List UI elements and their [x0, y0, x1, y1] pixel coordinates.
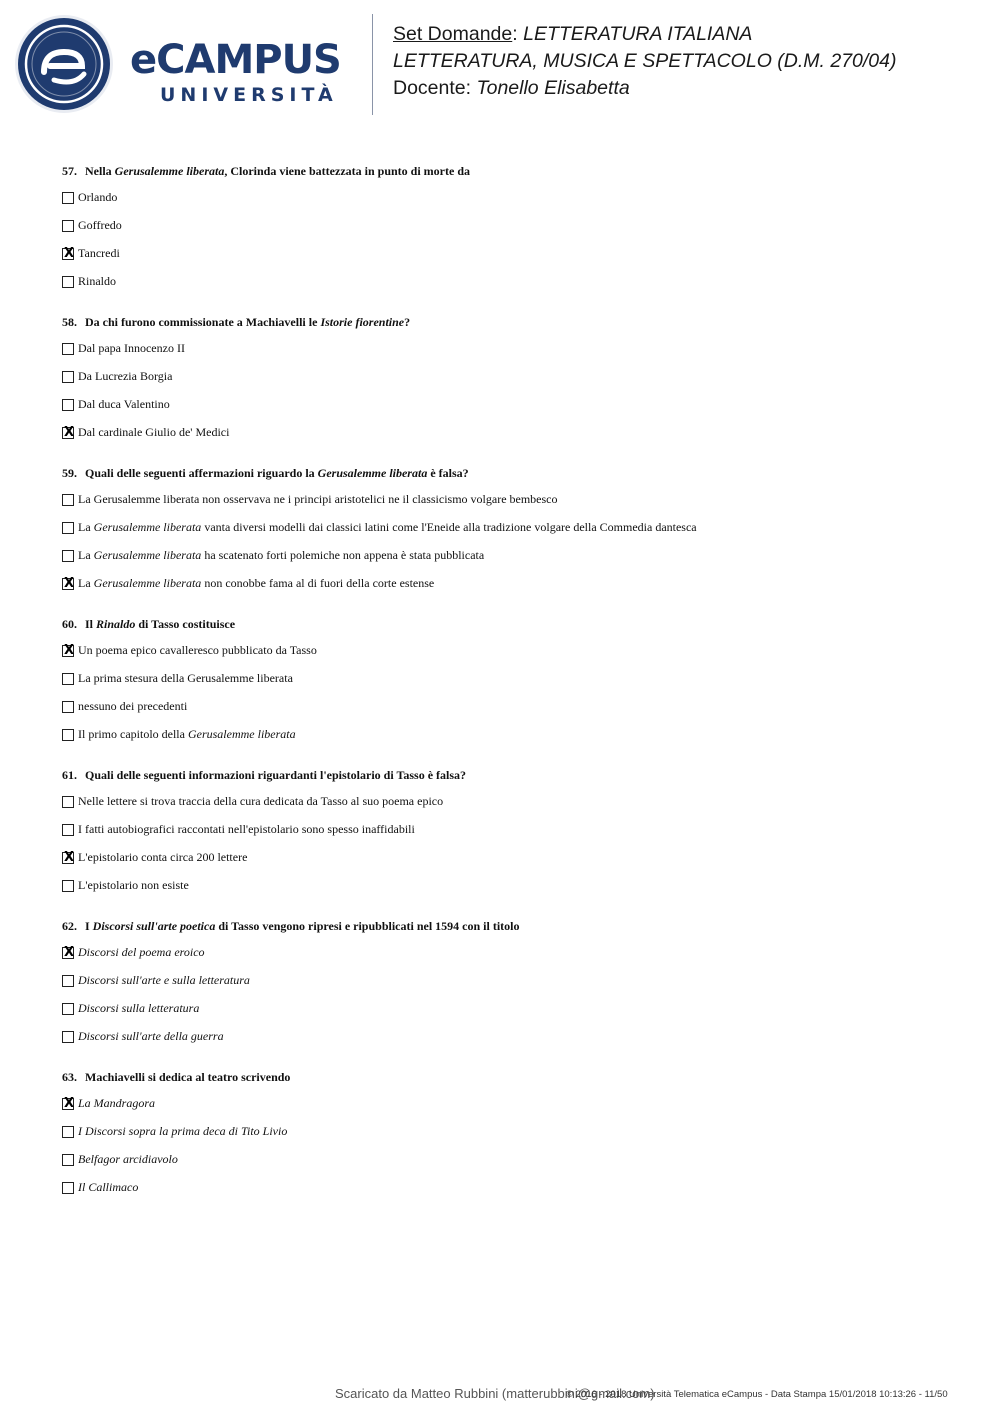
answer-option[interactable] — [62, 246, 120, 261]
answer-label: Nelle lettere si trova traccia della cura dedicata da Tasso al suo poema epico — [78, 794, 444, 808]
question-title — [62, 919, 520, 934]
answer-option[interactable] — [62, 699, 187, 714]
logo-subtitle: UNIVERSITÀ — [160, 84, 338, 106]
checkbox-icon[interactable] — [62, 371, 74, 383]
answer-label: L'epistolario conta circa 200 lettere — [78, 850, 248, 864]
checkbox-icon[interactable] — [62, 729, 74, 741]
checkbox-icon[interactable] — [62, 796, 74, 808]
checkbox-icon[interactable] — [62, 494, 74, 506]
checked-checkbox-icon[interactable] — [62, 427, 74, 439]
answer-label: Discorsi del poema eroico — [78, 945, 205, 959]
answer-label: La prima stesura della Gerusalemme liberata — [78, 671, 293, 685]
answer-label: L'epistolario non esiste — [78, 878, 189, 892]
checkbox-icon[interactable] — [62, 343, 74, 355]
answer-option[interactable] — [62, 1029, 224, 1044]
question-text: Quali delle seguenti informazioni riguardanti l'epistolario di Tasso è falsa? — [85, 768, 467, 782]
answer-label: Dal cardinale Giulio de' Medici — [78, 425, 230, 439]
answer-option[interactable] — [62, 190, 117, 205]
checkbox-icon[interactable] — [62, 975, 74, 987]
answer-label: Il primo capitolo della Gerusalemme liberata — [78, 727, 296, 741]
question-title — [62, 164, 470, 179]
checkbox-icon[interactable] — [62, 880, 74, 892]
answer-option[interactable] — [62, 369, 172, 384]
answer-option[interactable] — [62, 727, 296, 742]
answer-option[interactable] — [62, 671, 293, 686]
answer-option[interactable] — [62, 1096, 155, 1111]
answer-label: Discorsi sull'arte e sulla letteratura — [78, 973, 250, 987]
answer-option[interactable] — [62, 341, 185, 356]
answer-label: Da Lucrezia Borgia — [78, 369, 173, 383]
answer-label: La Gerusalemme liberata non osservava ne i principi aristotelici ne il classicismo volgare bembesco — [78, 492, 558, 506]
answer-option[interactable] — [62, 576, 434, 591]
answer-option[interactable] — [62, 492, 558, 507]
teacher-line: Docente: Tonello Elisabetta — [393, 77, 630, 99]
answer-option[interactable] — [62, 878, 189, 893]
answer-option[interactable] — [62, 1001, 199, 1016]
download-note: Scaricato da Matteo Rubbini (matterubbini@gmail.com) — [335, 1386, 655, 1401]
answer-option[interactable] — [62, 850, 247, 865]
answer-label: Goffredo — [78, 218, 122, 232]
answer-label: nessuno dei precedenti — [78, 699, 188, 713]
checked-checkbox-icon[interactable] — [62, 947, 74, 959]
answer-label: Orlando — [78, 190, 118, 204]
answer-option[interactable] — [62, 643, 317, 658]
answer-label: Rinaldo — [78, 274, 116, 288]
header-divider — [372, 14, 373, 115]
question-title — [62, 1070, 290, 1085]
question-title — [62, 617, 235, 632]
answer-label: Un poema epico cavalleresco pubblicato da Tasso — [78, 643, 317, 657]
checkbox-icon[interactable] — [62, 1126, 74, 1138]
teacher-label: Docente — [393, 77, 466, 99]
answer-label: Dal duca Valentino — [78, 397, 170, 411]
page-header — [0, 0, 1000, 130]
checked-checkbox-icon[interactable] — [62, 645, 74, 657]
answer-option[interactable] — [62, 548, 484, 563]
checkbox-icon[interactable] — [62, 824, 74, 836]
answer-option[interactable] — [62, 520, 697, 535]
checkbox-icon[interactable] — [62, 220, 74, 232]
question-number: 63. — [62, 1070, 77, 1084]
answer-label: Belfagor arcidiavolo — [78, 1152, 178, 1166]
checkbox-icon[interactable] — [62, 522, 74, 534]
checkbox-icon[interactable] — [62, 1182, 74, 1194]
answer-option[interactable] — [62, 822, 415, 837]
question-number: 61. — [62, 768, 77, 782]
answer-option[interactable] — [62, 1152, 178, 1167]
question-number: 59. — [62, 466, 77, 480]
answer-label: I fatti autobiografici raccontati nell'epistolario sono spesso inaffidabili — [78, 822, 415, 836]
set-line: Set Domande: LETTERATURA ITALIANA — [393, 23, 753, 45]
checked-checkbox-icon[interactable] — [62, 852, 74, 864]
answer-option[interactable] — [62, 1180, 138, 1195]
answer-label: La Mandragora — [78, 1096, 156, 1110]
answer-label: Tancredi — [78, 246, 120, 260]
answer-option[interactable] — [62, 794, 443, 809]
answer-label: Discorsi sulla letteratura — [78, 1001, 200, 1015]
question-text: Da chi furono commissionate a Machiavelli le Istorie fiorentine? — [85, 315, 411, 329]
logo-wordmark: eCAMPUS — [130, 37, 341, 83]
answer-label: La Gerusalemme liberata non conobbe fama al di fuori della corte estense — [78, 576, 435, 590]
checkbox-icon[interactable] — [62, 192, 74, 204]
answer-option[interactable] — [62, 218, 122, 233]
set-value: LETTERATURA ITALIANA — [523, 23, 753, 45]
checkbox-icon[interactable] — [62, 399, 74, 411]
checkbox-icon[interactable] — [62, 1031, 74, 1043]
set-label: Set Domande — [393, 23, 513, 45]
question-number: 57. — [62, 164, 77, 178]
checkbox-icon[interactable] — [62, 1154, 74, 1166]
course-line — [393, 50, 897, 73]
question-number: 62. — [62, 919, 77, 933]
question-number: 58. — [62, 315, 77, 329]
checked-checkbox-icon[interactable] — [62, 1098, 74, 1110]
course-name: LETTERATURA, MUSICA E SPETTACOLO (D.M. 270/04) — [393, 50, 897, 72]
answer-option[interactable] — [62, 1124, 287, 1139]
question-text: Il Rinaldo di Tasso costituisce — [85, 617, 236, 631]
answer-option[interactable] — [62, 274, 116, 289]
answer-label: I Discorsi sopra la prima deca di Tito Livio — [78, 1124, 288, 1138]
teacher-name: Tonello Elisabetta — [476, 77, 630, 99]
question-title — [62, 466, 469, 481]
checked-checkbox-icon[interactable] — [62, 578, 74, 590]
question-title — [62, 768, 466, 783]
answer-option[interactable] — [62, 397, 170, 412]
answer-option[interactable] — [62, 425, 229, 440]
answer-label: Il Callimaco — [78, 1180, 139, 1194]
answer-label: Dal papa Innocenzo II — [78, 341, 185, 355]
question-title — [62, 315, 410, 330]
question-text: Quali delle seguenti affermazioni riguardo la Gerusalemme liberata è falsa? — [85, 466, 469, 480]
question-text: Machiavelli si dedica al teatro scrivendo — [85, 1070, 291, 1084]
checkbox-icon[interactable] — [62, 1003, 74, 1015]
answer-label: La Gerusalemme liberata vanta diversi modelli dai classici latini come l'Eneide alla tradizione volgare della Commedia dantesca — [78, 520, 697, 534]
checkbox-icon[interactable] — [62, 550, 74, 562]
checkbox-icon[interactable] — [62, 701, 74, 713]
answer-option[interactable] — [62, 945, 205, 960]
answer-option[interactable] — [62, 973, 250, 988]
answer-label: La Gerusalemme liberata ha scatenato forti polemiche non appena è stata pubblicata — [78, 548, 485, 562]
question-text: I Discorsi sull'arte poetica di Tasso vengono ripresi e ripubblicati nel 1594 con il titolo — [85, 919, 520, 933]
question-number: 60. — [62, 617, 77, 631]
checked-checkbox-icon[interactable] — [62, 248, 74, 260]
checkbox-icon[interactable] — [62, 276, 74, 288]
answer-label: Discorsi sull'arte della guerra — [78, 1029, 224, 1043]
checkbox-icon[interactable] — [62, 673, 74, 685]
question-text: Nella Gerusalemme liberata, Clorinda viene battezzata in punto di morte da — [85, 164, 471, 178]
copyright-footer: © 2016 - 2018 Università Telematica eCampus - Data Stampa 15/01/2018 10:13:26 - 11/50 — [566, 1389, 948, 1400]
ecampus-logo-icon — [14, 14, 114, 114]
